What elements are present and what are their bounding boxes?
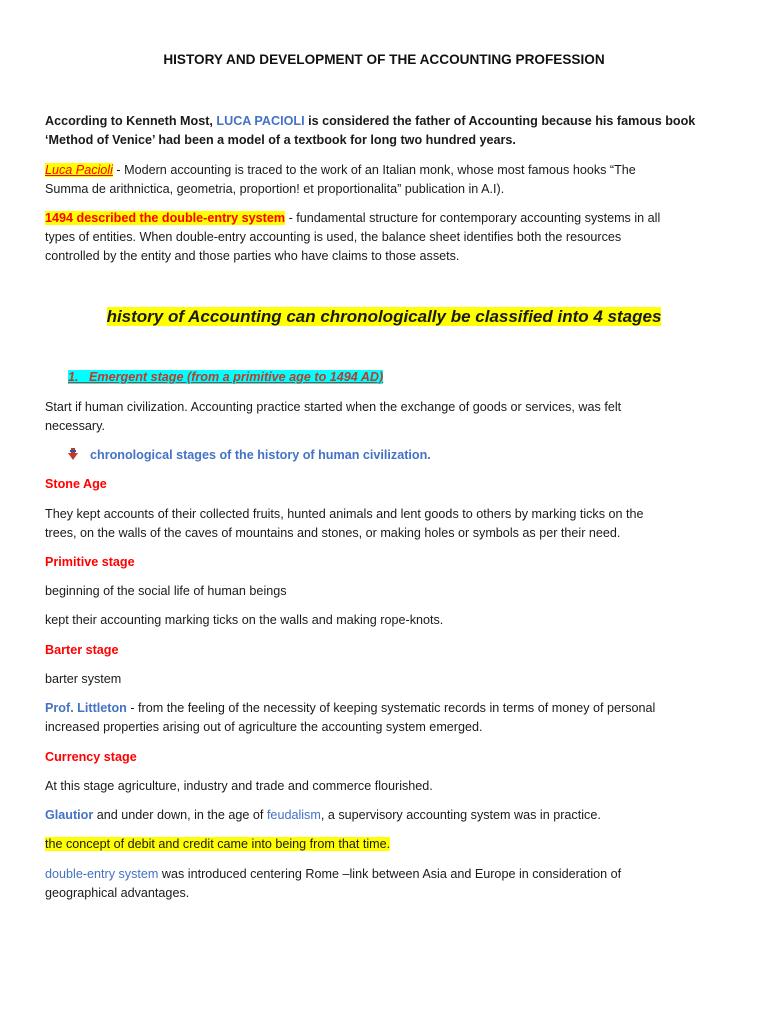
double-entry-line-2: types of entities. When double-entry accounting is used, the balance sheet identifies both the resources: [45, 230, 622, 244]
double-entry-line-1: [45, 209, 728, 229]
currency-line-2: [45, 806, 728, 826]
stages-heading-text: history of Accounting can chronologically be classified into 4 stages: [106, 307, 662, 326]
start-line-1: Start if human civilization. Accounting practice started when the exchange of goods or services, was felt: [45, 400, 622, 414]
intro-line-1: [45, 112, 728, 132]
currency-line-4-rest: was introduced centering Rome –link between Asia and Europe in consideration of: [158, 867, 622, 881]
currency-heading: Currency stage: [45, 750, 137, 764]
littleton-rest: - from the feeling of the necessity of keeping systematic records in terms of money of personal: [126, 701, 656, 715]
glautior-text: Glautior: [45, 808, 94, 822]
stone-age-heading: Stone Age: [45, 477, 107, 491]
currency-line-2-end: , a supervisory accounting system was in practice.: [320, 808, 601, 822]
feudalism-text: feudalism: [266, 808, 321, 822]
luca-pacioli-name: LUCA PACIOLI: [216, 114, 309, 128]
debit-credit-highlight: the concept of debit and credit came into being from that time.: [45, 837, 391, 851]
littleton-line-1: [45, 699, 728, 719]
double-entry-highlight: 1494 described the double-entry system: [45, 211, 286, 225]
chrono-bullet-text: chronological stages of the history of human civilization.: [90, 448, 431, 462]
emergent-label: Emergent stage (from a primitive age to 1494 AD): [89, 370, 384, 384]
barter-line-1: barter system: [45, 672, 122, 686]
primitive-line-1: beginning of the social life of human beings: [45, 584, 287, 598]
pacioli-line-2: Summa de arithnictica, geometria, proportion! et proportionalita” publication in A.I).: [45, 182, 505, 196]
arrow-down-bullet-icon: [68, 448, 78, 460]
de-system-text: double-entry system: [45, 867, 159, 881]
emergent-stage-item: [68, 368, 728, 388]
barter-heading: Barter stage: [45, 643, 119, 657]
emergent-number: 1.: [68, 370, 79, 384]
primitive-heading: Primitive stage: [45, 555, 135, 569]
emergent-highlight: [68, 370, 383, 384]
start-line-2: necessary.: [45, 419, 105, 433]
debit-credit-line: [45, 835, 728, 855]
stone-age-line-1: They kept accounts of their collected fruits, hunted animals and lent goods to others by marking ticks on the: [45, 507, 644, 521]
currency-line-2-mid: and under down, in the age of: [93, 808, 267, 822]
littleton-line-2: increased properties arising out of agriculture the accounting system emerged.: [45, 720, 483, 734]
pacioli-name: Luca Pacioli: [45, 163, 113, 177]
double-entry-line-3: controlled by the entity and those parties who have claims to those assets.: [45, 249, 460, 263]
currency-line-1: At this stage agriculture, industry and trade and commerce flourished.: [45, 779, 433, 793]
primitive-line-2: kept their accounting marking ticks on the walls and making rope-knots.: [45, 613, 444, 627]
currency-line-5: geographical advantages.: [45, 886, 190, 900]
intro-suffix: is considered the father of Accounting because his famous book: [308, 114, 696, 128]
currency-line-4: [45, 865, 728, 885]
chrono-bullet: [68, 446, 728, 466]
pacioli-rest: - Modern accounting is traced to the work of an Italian monk, whose most famous hooks “The: [112, 163, 636, 177]
page-title: HISTORY AND DEVELOPMENT OF THE ACCOUNTING PROFESSION: [163, 52, 605, 67]
littleton-name: Prof. Littleton: [45, 701, 127, 715]
stone-age-line-2: trees, on the walls of the caves of mountains and stones, or making holes or symbols as per their need.: [45, 526, 621, 540]
intro-line-2: ‘Method of Venice’ had been a model of a textbook for long two hundred years.: [45, 133, 516, 147]
double-entry-rest: - fundamental structure for contemporary accounting systems in all: [285, 211, 661, 225]
pacioli-line-1: [45, 161, 728, 181]
stages-heading: [0, 306, 768, 328]
intro-prefix: According to Kenneth Most,: [45, 114, 217, 128]
